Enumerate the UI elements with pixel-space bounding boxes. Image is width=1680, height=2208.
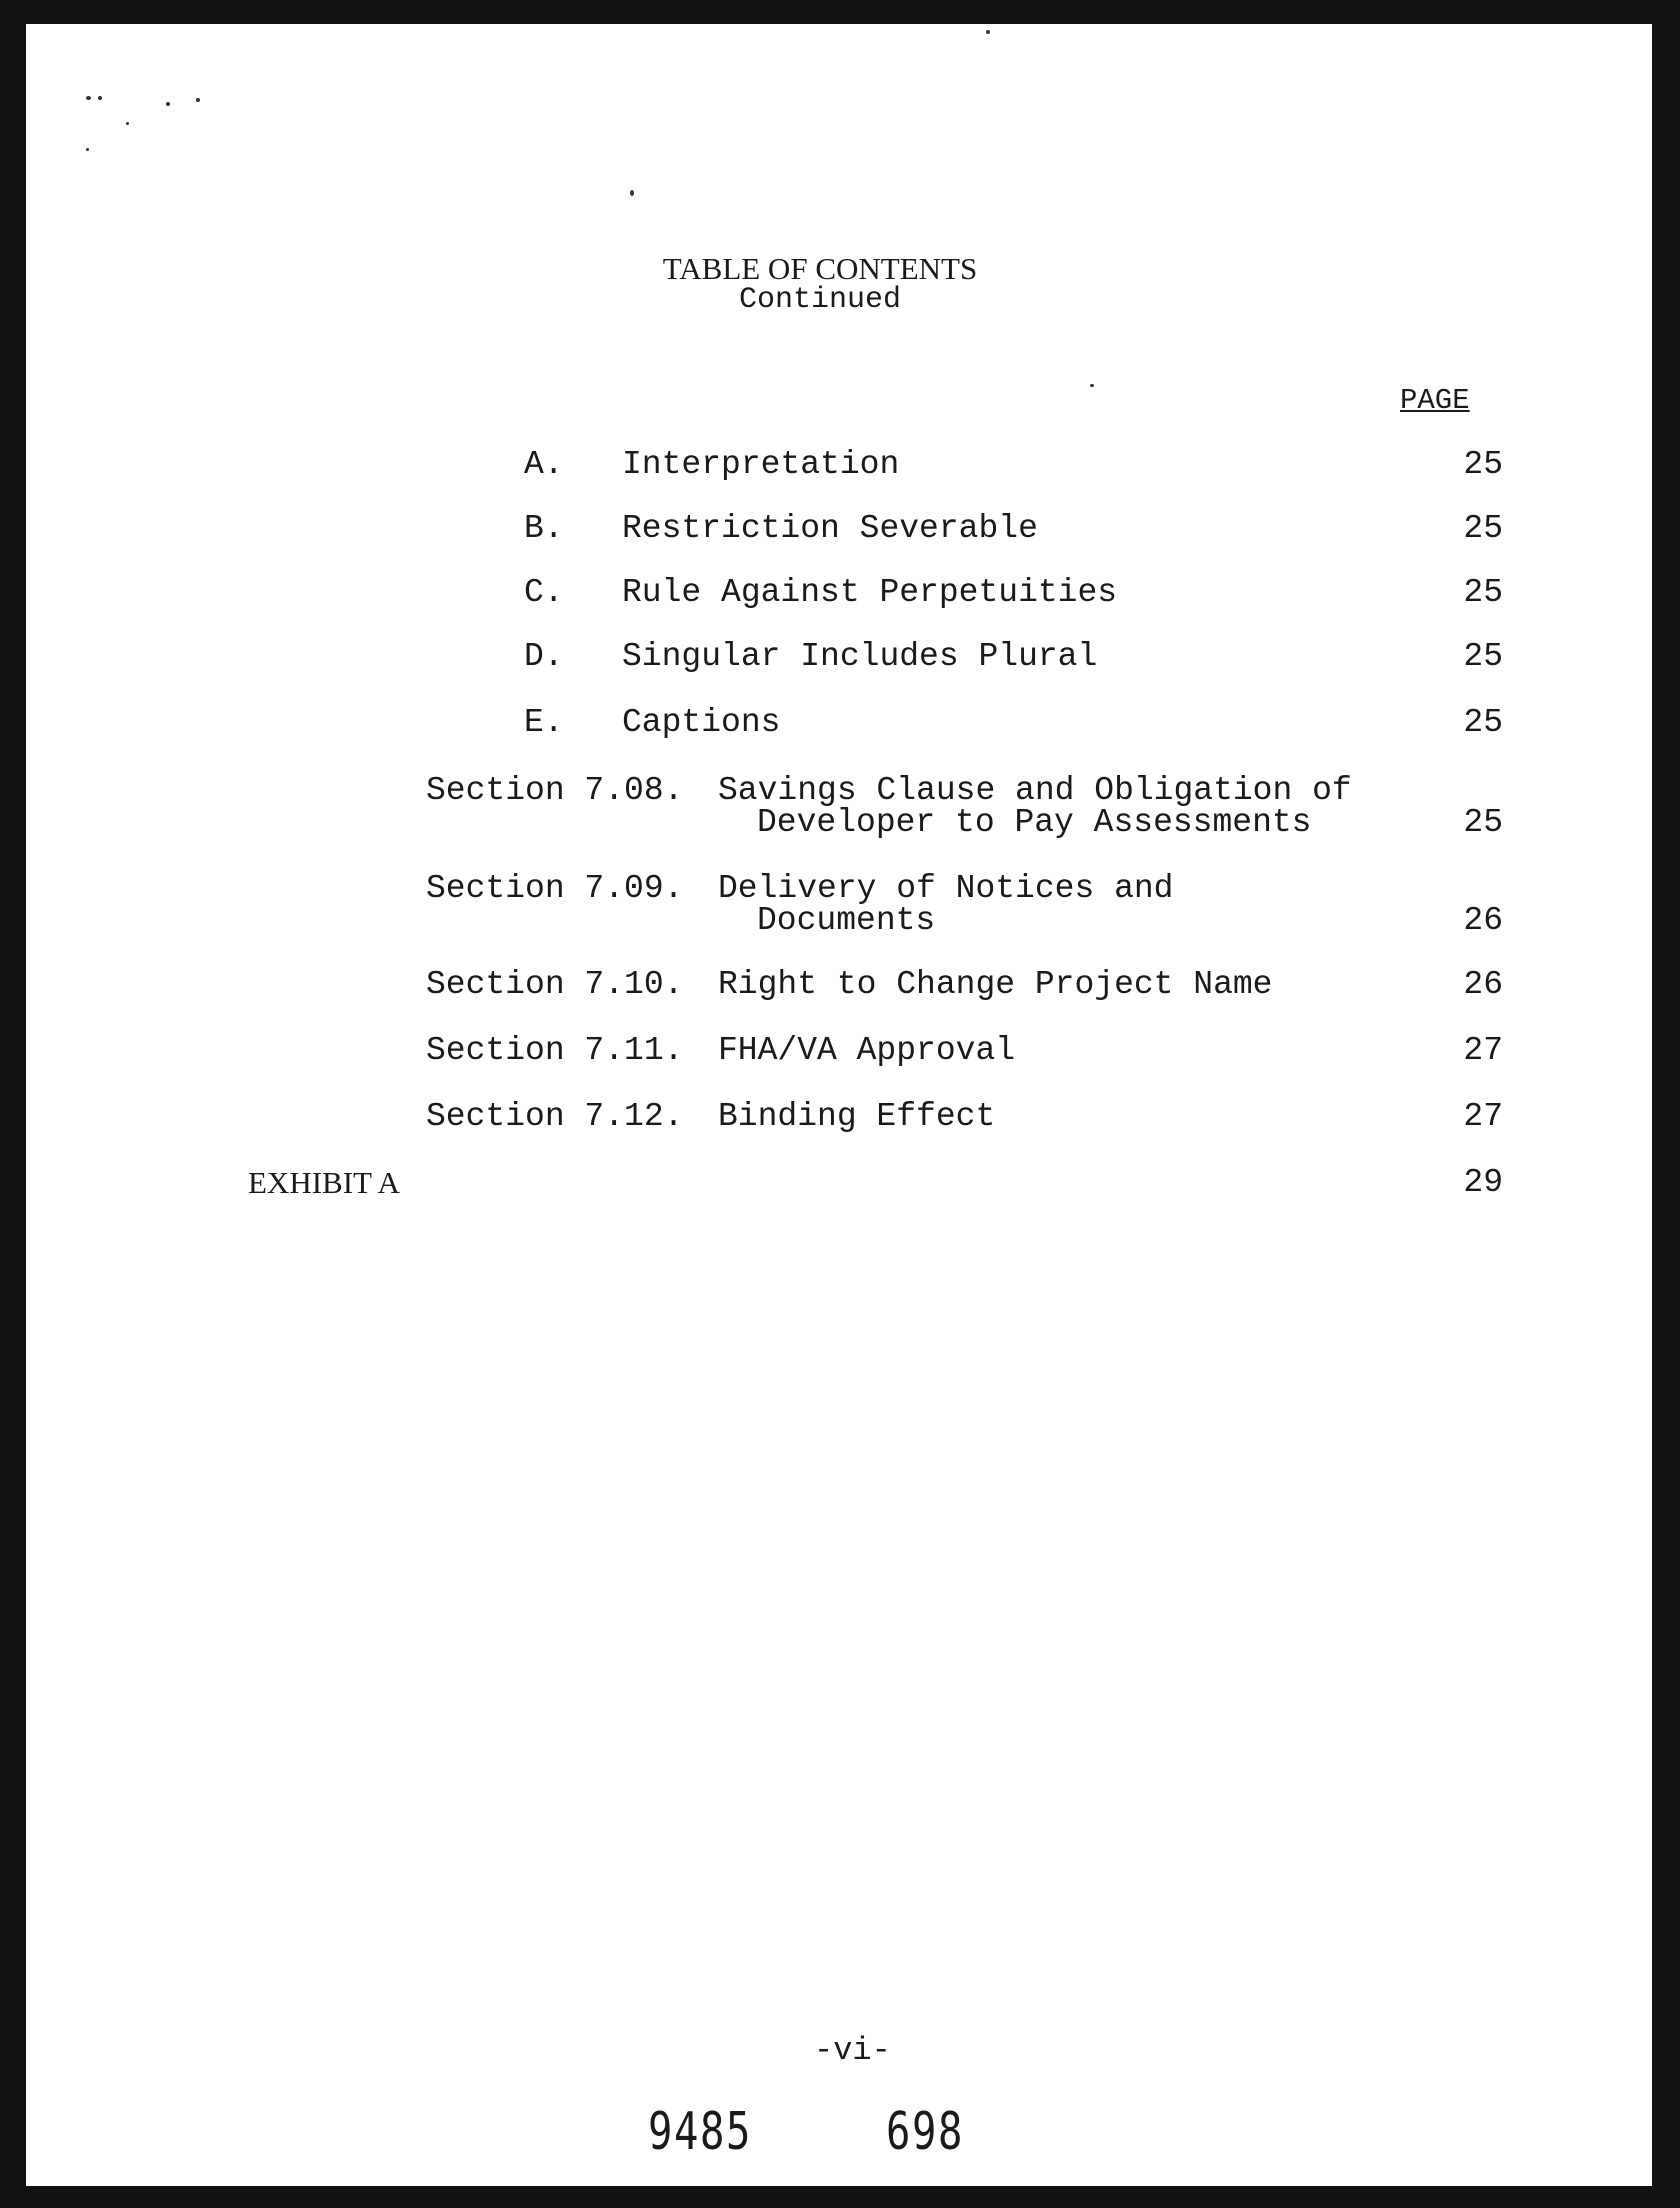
toc-entry-title: Binding Effect xyxy=(718,1098,996,1135)
scan-speck xyxy=(166,102,170,106)
toc-entry-title: Right to Change Project Name xyxy=(718,966,1273,1003)
scan-speck xyxy=(98,96,102,100)
toc-entry-label: C. xyxy=(524,574,564,611)
toc-entry-title: Savings Clause and Obligation of xyxy=(718,772,1352,809)
toc-entry-page: 29 xyxy=(1463,1164,1503,1201)
toc-entry-title: Restriction Severable xyxy=(622,510,1038,547)
toc-entry-title: Delivery of Notices and xyxy=(718,870,1174,907)
toc-entry-title: Interpretation xyxy=(622,446,900,483)
toc-entry-label: Section 7.11. xyxy=(426,1032,684,1069)
document-number-left: 9485 xyxy=(648,2102,752,2162)
scan-speck xyxy=(86,96,91,100)
page-column-heading: PAGE xyxy=(1400,384,1470,417)
toc-entry-title: Rule Against Perpetuities xyxy=(622,574,1118,611)
toc-entry-label: D. xyxy=(524,638,564,675)
scan-speck xyxy=(126,122,129,125)
toc-entry-title: Captions xyxy=(622,704,781,741)
toc-entry-page: 25 xyxy=(1463,804,1503,841)
toc-entry-page: 25 xyxy=(1463,638,1503,675)
toc-title: TABLE OF CONTENTS xyxy=(662,251,978,286)
toc-entry-label: A. xyxy=(524,446,564,483)
toc-entry-label: Section 7.12. xyxy=(426,1098,684,1135)
toc-entry-page: 25 xyxy=(1463,574,1503,611)
toc-entry-label: B. xyxy=(524,510,564,547)
toc-entry-page: 26 xyxy=(1463,966,1503,1003)
toc-entry-label: Section 7.09. xyxy=(426,870,684,907)
toc-entry-page: 25 xyxy=(1463,704,1503,741)
toc-subtitle: Continued xyxy=(738,283,902,317)
scan-speck xyxy=(1090,384,1094,387)
toc-entry-title-continuation: Developer to Pay Assessments xyxy=(757,804,1312,841)
toc-entry-label: EXHIBIT A xyxy=(248,1165,400,1200)
toc-entry-label: Section 7.10. xyxy=(426,966,684,1003)
document-number-right: 698 xyxy=(886,2102,964,2162)
toc-entry-page: 27 xyxy=(1463,1032,1503,1069)
scan-speck xyxy=(196,98,200,102)
toc-entry-page: 26 xyxy=(1463,902,1503,939)
scan-speck xyxy=(986,30,990,34)
toc-entry-label: E. xyxy=(524,704,564,741)
toc-entry-page: 25 xyxy=(1463,446,1503,483)
toc-entry-page: 27 xyxy=(1463,1098,1503,1135)
document-page xyxy=(26,24,1652,2186)
toc-entry-label: Section 7.08. xyxy=(426,772,684,809)
toc-entry-title: Singular Includes Plural xyxy=(622,638,1098,675)
toc-entry-title-continuation: Documents xyxy=(757,902,936,939)
scan-speck xyxy=(630,190,634,196)
scan-speck xyxy=(86,148,89,151)
page-number-marker: -vi- xyxy=(814,2032,891,2069)
toc-entry-title: FHA/VA Approval xyxy=(718,1032,1016,1069)
toc-entry-page: 25 xyxy=(1463,510,1503,547)
